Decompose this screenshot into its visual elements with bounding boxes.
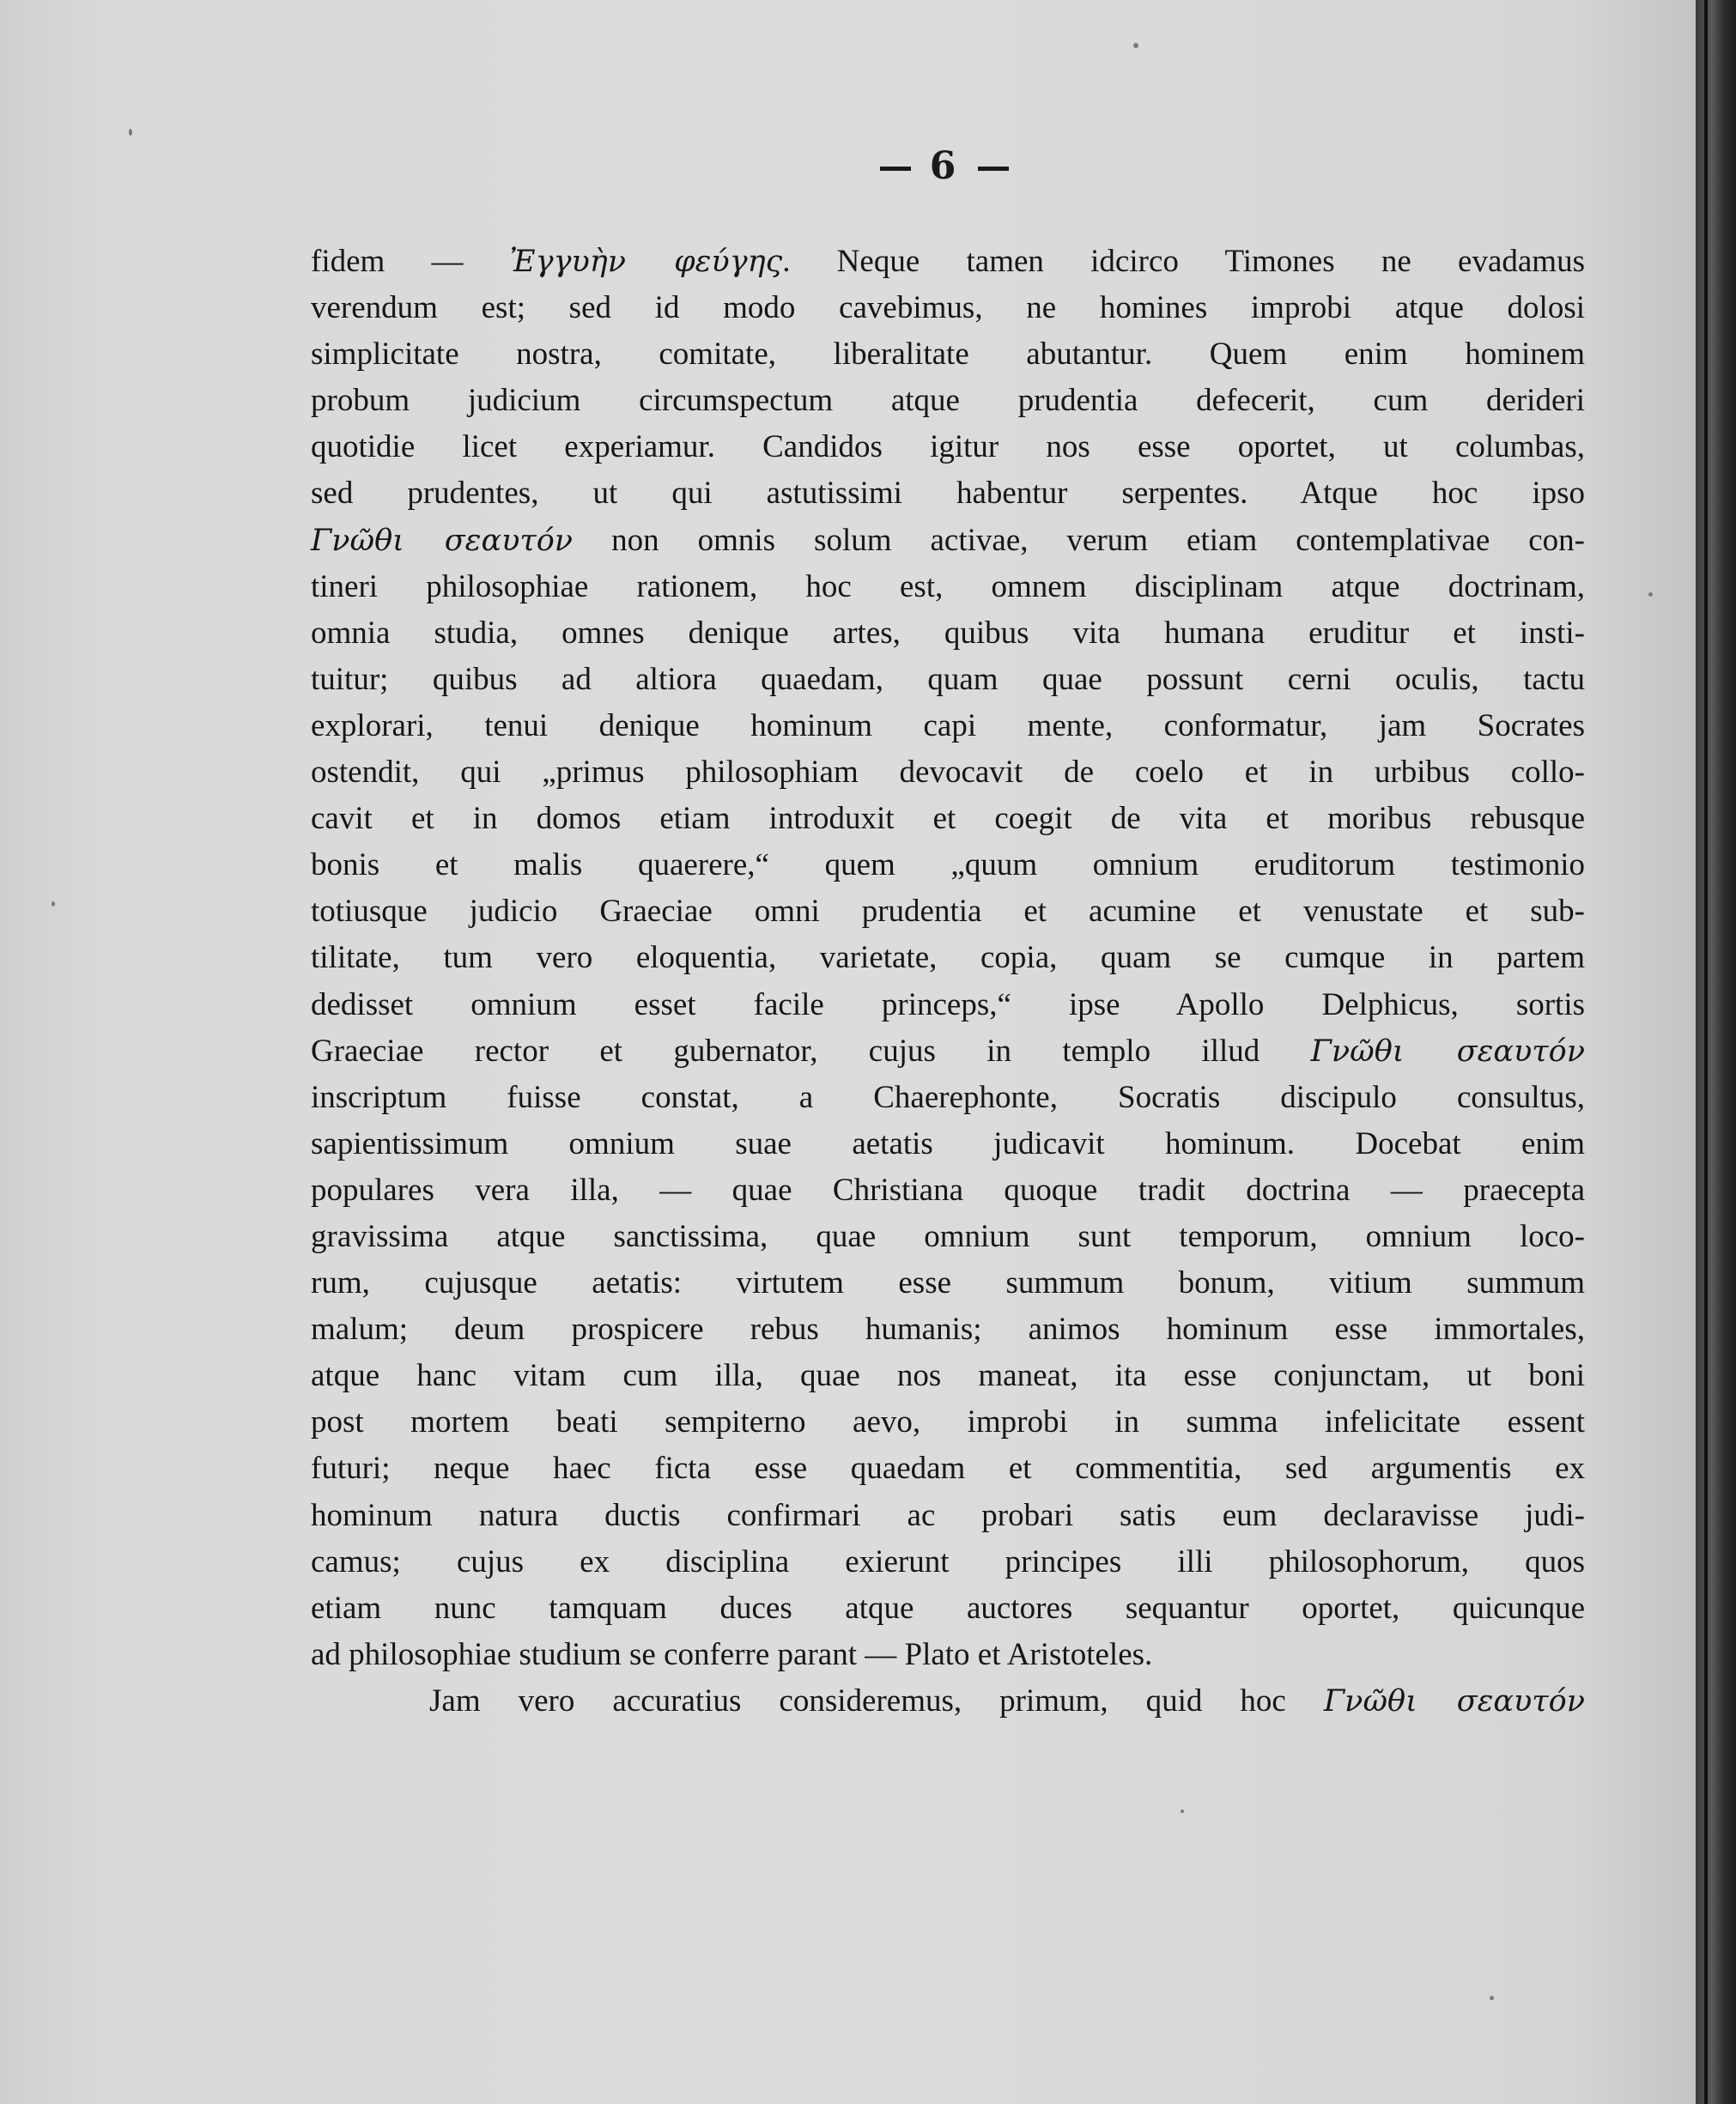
text-line: ad philosophiae studium se conferre parant — Plato et Aristoteles.: [311, 1636, 1153, 1672]
text-line: populares vera illa, — quae Christiana quoque tradit doctrina — praecepta: [311, 1172, 1585, 1208]
text-line: verendum est; sed id modo cavebimus, ne homines improbi atque dolosi: [311, 290, 1585, 326]
text-line: gravissima atque sanctissima, quae omnium sunt temporum, omnium loco-: [311, 1218, 1585, 1254]
text-line: malum; deum prospicere rebus humanis; animos hominum esse immortales,: [311, 1312, 1585, 1348]
text-line: Graeciae rector et gubernator, cujus in templo illud Γνῶθι σεαυτόν: [311, 1033, 1585, 1069]
page-number: [0, 144, 1696, 188]
text-line: sapientissimum omnium suae aetatis judicavit hominum. Docebat enim: [311, 1125, 1585, 1161]
text-line: futuri; neque haec ficta esse quaedam et commentitia, sed argumentis ex: [311, 1451, 1585, 1487]
text-line: dedisset omnium esset facile princeps,“ ipse Apollo Delphicus, sortis: [311, 986, 1585, 1022]
text-line: camus; cujus ex disciplina exierunt principes illi philosophorum, quos: [311, 1543, 1585, 1580]
paper-speck: [129, 129, 132, 136]
text-line: omnia studia, omnes denique artes, quibus vita humana eruditur et insti-: [311, 615, 1585, 651]
text-line: ostendit, qui „primus philosophiam devocavit de coelo et in urbibus collo-: [311, 755, 1585, 791]
text-line: Jam vero accuratius consideremus, primum, quid hoc Γνῶθι σεαυτόν: [429, 1683, 1585, 1719]
text-line: post mortem beati sempiterno aevo, improbi in summa infelicitate essent: [311, 1404, 1585, 1440]
text-line: tilitate, tum vero eloquentia, varietate, copia, quam se cumque in partem: [311, 940, 1585, 976]
binding-line: [1704, 0, 1708, 2104]
text-line: tineri philosophiae rationem, hoc est, omnem disciplinam atque doctrinam,: [311, 568, 1585, 604]
text-line: bonis et malis quaerere,“ quem „quum omnium eruditorum testimonio: [311, 847, 1585, 883]
text-line: fidem — Ἐγγυὴν φεύγης. Neque tamen idcirco Timones ne evadamus: [311, 244, 1585, 279]
text-line: probum judicium circumspectum atque prudentia defecerit, cum derideri: [311, 383, 1585, 419]
paper-speck: [1490, 1996, 1494, 2000]
text-line: rum, cujusque aetatis: virtutem esse summum bonum, vitium summum: [311, 1265, 1585, 1301]
text-line: tuitur; quibus ad altiora quaedam, quam quae possunt cerni oculis, tactu: [311, 661, 1585, 697]
page-number-value: 6: [929, 144, 960, 188]
binding-edge: [1696, 0, 1736, 2104]
text-line: atque hanc vitam cum illa, quae nos maneat, ita esse conjunctam, ut boni: [311, 1358, 1585, 1394]
text-line: simplicitate nostra, comitate, liberalitate abutantur. Quem enim hominem: [311, 337, 1585, 373]
paper-speck: [1181, 1810, 1184, 1813]
paper-speck: [1133, 43, 1138, 48]
text-line: quotidie licet experiamur. Candidos igitur nos esse oportet, ut columbas,: [311, 429, 1585, 465]
right-dash: [978, 167, 1009, 171]
paper-speck: [1648, 592, 1653, 597]
text-line: sed prudentes, ut qui astutissimi habentur serpentes. Atque hoc ipso: [311, 476, 1585, 512]
text-line: totiusque judicio Graeciae omni prudentia et acumine et venustate et sub-: [311, 894, 1585, 930]
text-line: cavit et in domos etiam introduxit et coegit de vita et moribus rebusque: [311, 801, 1585, 837]
text-line: inscriptum fuisse constat, a Chaerephonte, Socratis discipulo consultus,: [311, 1079, 1585, 1115]
paper-speck: [52, 901, 55, 906]
text-line: etiam nunc tamquam duces atque auctores sequantur oportet, quicunque: [311, 1590, 1585, 1626]
text-line: explorari, tenui denique hominum capi mente, conformatur, jam Socrates: [311, 707, 1585, 743]
body-text: [311, 239, 1585, 1725]
text-line: Γνῶθι σεαυτόν non omnis solum activae, verum etiam contemplativae con-: [311, 522, 1585, 558]
text-line: hominum natura ductis confirmari ac probari satis eum declaravisse judi-: [311, 1497, 1585, 1533]
left-dash: [880, 167, 911, 171]
